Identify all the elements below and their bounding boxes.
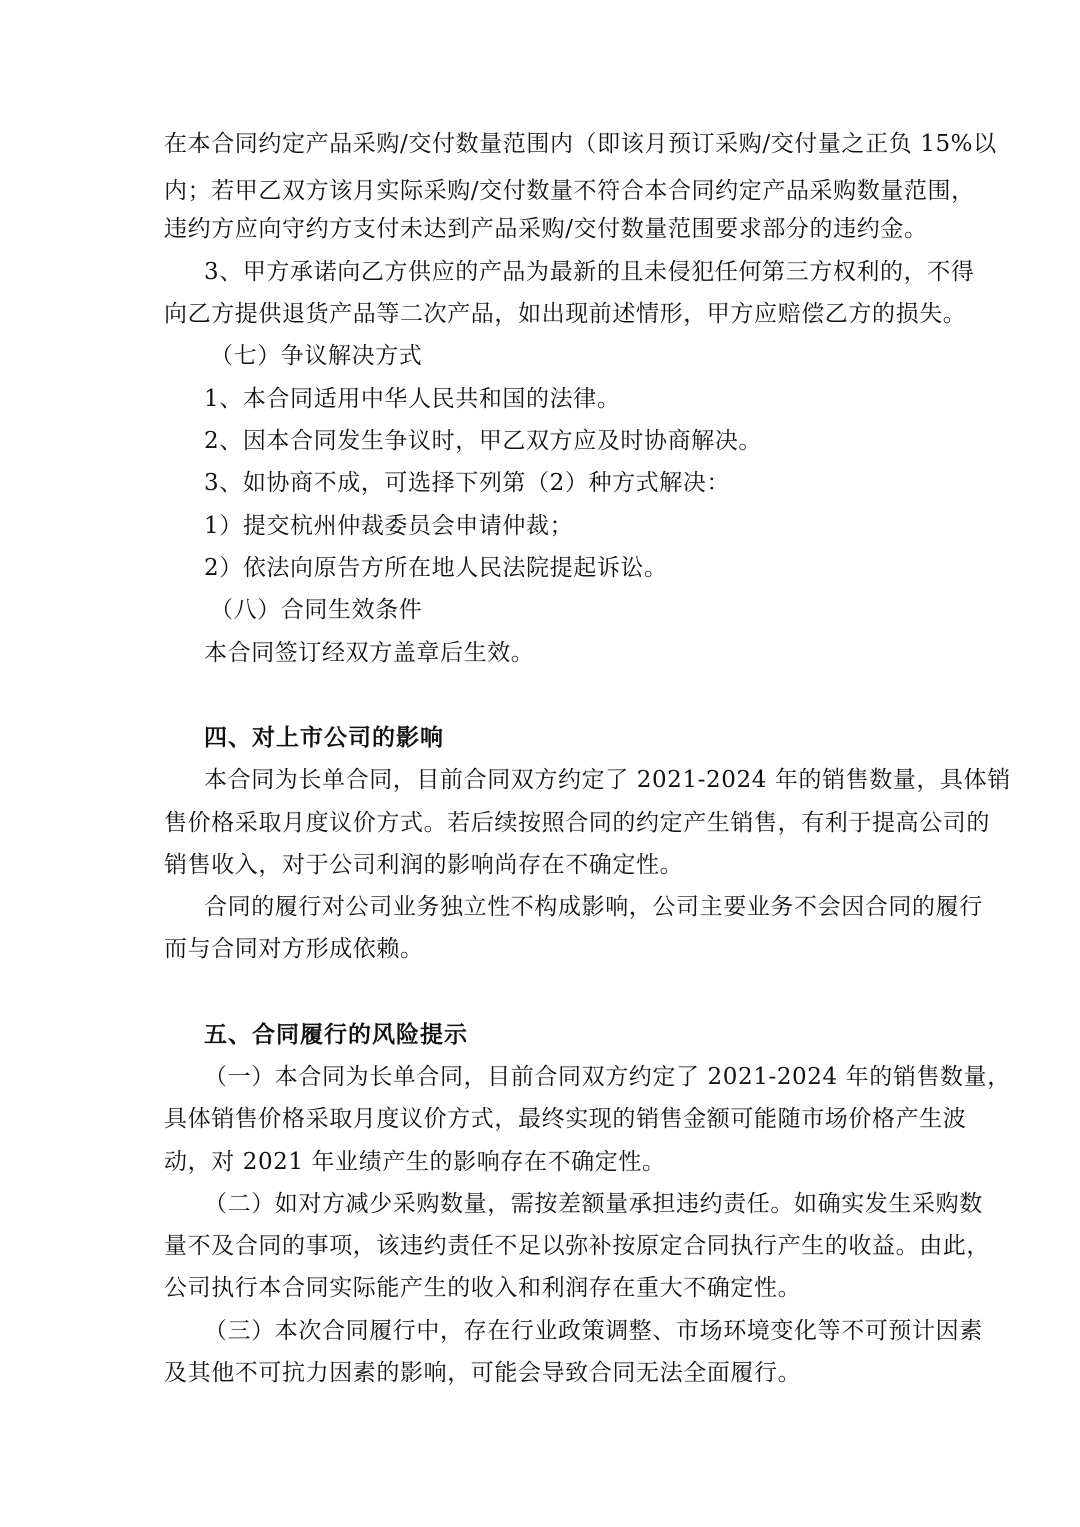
paragraph-line: 公司执行本合同实际能产生的收入和利润存在重大不确定性。 (164, 1275, 802, 1301)
list-item: 1）提交杭州仲裁委员会申请仲裁； (204, 513, 574, 539)
paragraph-line: 动，对 2021 年业绩产生的影响存在不确定性。 (164, 1149, 666, 1175)
heading-impact: 四、对上市公司的影响 (204, 725, 444, 751)
paragraph-line: 销售收入，对于公司利润的影响尚存在不确定性。 (164, 852, 684, 878)
paragraph-line: 及其他不可抗力因素的影响，可能会导致合同无法全面履行。 (164, 1360, 802, 1386)
section-title: （七）争议解决方式 (210, 343, 423, 369)
list-item: 1、本合同适用中华人民共和国的法律。 (204, 386, 621, 412)
paragraph-line: 本合同为长单合同，目前合同双方约定了 2021-2024 年的销售数量，具体销 (204, 767, 1011, 793)
paragraph-line: 内；若甲乙双方该月实际采购/交付数量不符合本合同约定产品采购数量范围， (164, 178, 975, 204)
paragraph-line: 3、甲方承诺向乙方供应的产品为最新的且未侵犯任何第三方权利的，不得 (204, 259, 975, 285)
paragraph-line: 具体销售价格采取月度议价方式，最终实现的销售金额可能随市场价格产生波 (164, 1106, 967, 1132)
paragraph-line: 量不及合同的事项，该违约责任不足以弥补按原定合同执行产生的收益。由此， (164, 1233, 990, 1259)
section-title: （八）合同生效条件 (210, 597, 423, 623)
paragraph-line: 向乙方提供退货产品等二次产品，如出现前述情形，甲方应赔偿乙方的损失。 (164, 301, 967, 327)
paragraph-line: 合同的履行对公司业务独立性不构成影响，公司主要业务不会因合同的履行 (204, 894, 983, 920)
paragraph-line: （一）本合同为长单合同，目前合同双方约定了 2021-2024 年的销售数量， (204, 1064, 1011, 1090)
paragraph-line: 在本合同约定产品采购/交付数量范围内（即该月预订采购/交付量之正负 15%以 (164, 131, 997, 157)
list-item: 2）依法向原告方所在地人民法院提起诉讼。 (204, 555, 668, 581)
heading-risk: 五、合同履行的风险提示 (204, 1022, 468, 1048)
list-item: 2、因本合同发生争议时，甲乙双方应及时协商解决。 (204, 428, 763, 454)
paragraph-line: （三）本次合同履行中，存在行业政策调整、市场环境变化等不可预计因素 (204, 1318, 983, 1344)
paragraph-line: 售价格采取月度议价方式。若后续按照合同的约定产生销售，有利于提高公司的 (164, 810, 990, 836)
paragraph-line: （二）如对方减少采购数量，需按差额量承担违约责任。如确实发生采购数 (204, 1191, 983, 1217)
list-item: 3、如协商不成，可选择下列第（2）种方式解决： (204, 470, 731, 496)
paragraph-line: 而与合同对方形成依赖。 (164, 936, 424, 962)
paragraph-line: 本合同签订经双方盖章后生效。 (204, 640, 535, 666)
paragraph-line: 违约方应向守约方支付未达到产品采购/交付数量范围要求部分的违约金。 (164, 216, 928, 242)
